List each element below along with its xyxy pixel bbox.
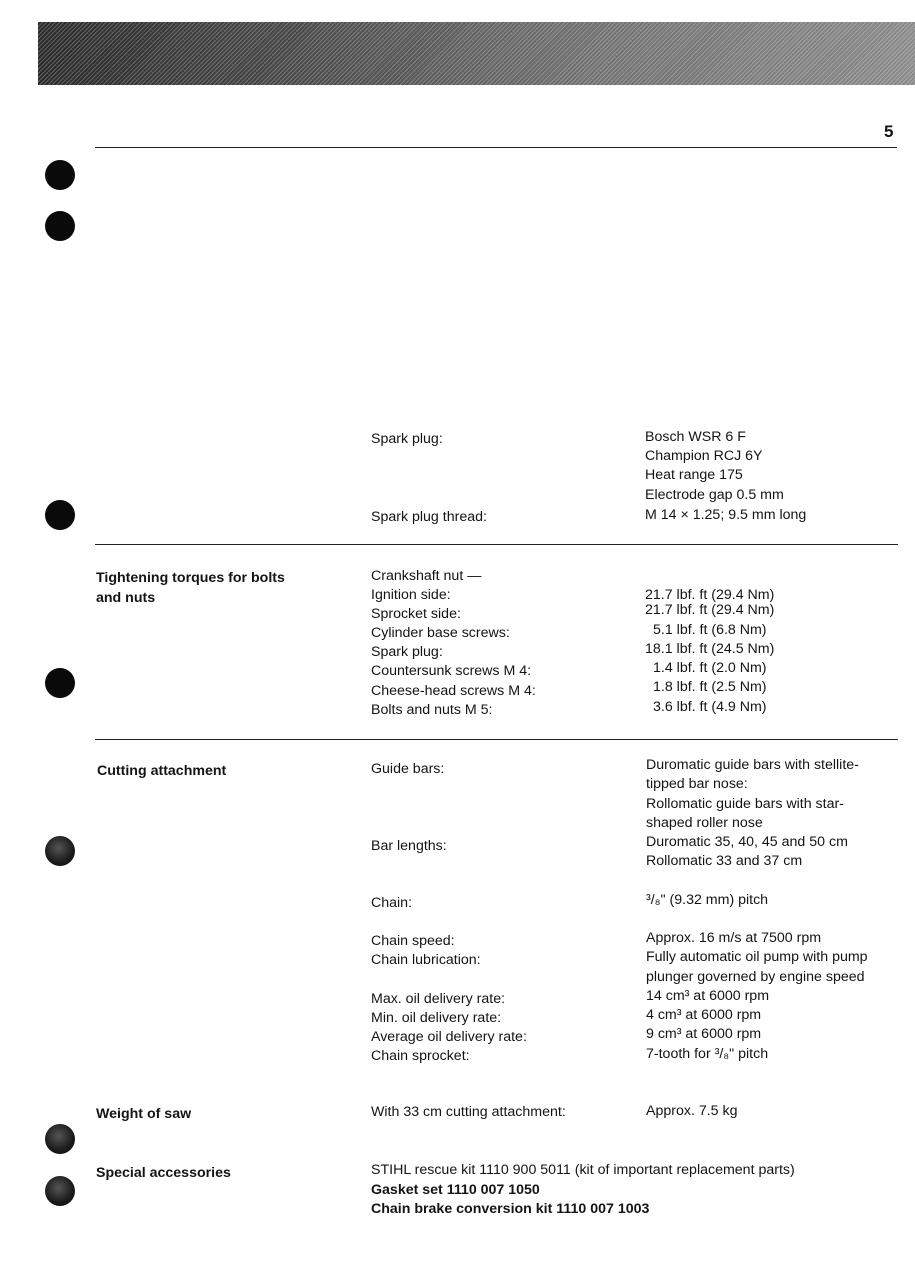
spark-plug-value: Bosch WSR 6 F [645, 429, 746, 445]
chain-speed-value: Approx. 16 m/s at 7500 rpm [646, 930, 822, 946]
accessories-heading: Special accessories [96, 1165, 231, 1181]
accessory-item: STIHL rescue kit 1110 900 5011 (kit of important replacement parts) [371, 1162, 795, 1178]
spark-plug-thread-label: Spark plug thread: [371, 509, 487, 525]
spark-plug-label: Spark plug: [371, 431, 443, 447]
torque-value: 1.4 lbf. ft (2.0 Nm) [653, 660, 767, 676]
punch-hole [45, 1124, 75, 1154]
torque-item-label: Crankshaft nut — [371, 568, 482, 584]
torque-value: 3.6 lbf. ft (4.9 Nm) [653, 699, 767, 715]
max-oil-label: Max. oil delivery rate: [371, 991, 506, 1007]
punch-hole [45, 160, 75, 190]
cutting-heading: Cutting attachment [97, 763, 227, 779]
chain-lubrication-value: plunger governed by engine speed [646, 969, 865, 985]
accessory-item: Chain brake conversion kit 1110 007 1003 [371, 1201, 650, 1217]
spark-plug-thread-value: M 14 × 1.25; 9.5 mm long [645, 507, 807, 523]
average-oil-label: Average oil delivery rate: [371, 1029, 527, 1045]
torque-item-label: Sprocket side: [371, 606, 461, 622]
weight-label: With 33 cm cutting attachment: [371, 1104, 566, 1120]
torque-value: 21.7 lbf. ft (29.4 Nm) [645, 602, 775, 618]
spark-plug-value: Heat range 175 [645, 467, 743, 483]
guide-bars-value: shaped roller nose [646, 815, 763, 831]
punch-hole [45, 836, 75, 866]
section-rule [95, 739, 898, 740]
page-number: 5 [884, 122, 894, 141]
weight-value: Approx. 7.5 kg [646, 1103, 738, 1119]
chain-value: ³/₈" (9.32 mm) pitch [646, 892, 769, 908]
header-band [38, 22, 915, 85]
max-oil-value: 14 cm³ at 6000 rpm [646, 988, 770, 1004]
torque-item-label: Cylinder base screws: [371, 625, 510, 641]
min-oil-label: Min. oil delivery rate: [371, 1010, 502, 1026]
average-oil-value: 9 cm³ at 6000 rpm [646, 1026, 762, 1042]
chain-speed-label: Chain speed: [371, 933, 455, 949]
bar-lengths-label: Bar lengths: [371, 838, 447, 854]
punch-hole [45, 1176, 75, 1206]
torques-heading: and nuts [96, 590, 156, 606]
min-oil-value: 4 cm³ at 6000 rpm [646, 1007, 762, 1023]
torque-item-label: Ignition side: [371, 587, 451, 603]
chain-sprocket-label: Chain sprocket: [371, 1048, 470, 1064]
bar-lengths-value: Duromatic 35, 40, 45 and 50 cm [646, 834, 848, 850]
weight-heading: Weight of saw [96, 1106, 192, 1122]
torque-item-label: Countersunk screws M 4: [371, 663, 532, 679]
torque-value: 1.8 lbf. ft (2.5 Nm) [653, 679, 767, 695]
torque-item-label: Cheese-head screws M 4: [371, 683, 536, 699]
punch-hole [45, 211, 75, 241]
torque-item-label: Spark plug: [371, 644, 443, 660]
guide-bars-value: tipped bar nose: [646, 776, 748, 792]
chain-sprocket-value: 7-tooth for ³/₈" pitch [646, 1046, 769, 1062]
punch-hole [45, 500, 75, 530]
section-rule [95, 544, 898, 545]
bar-lengths-value: Rollomatic 33 and 37 cm [646, 853, 803, 869]
spark-plug-value: Champion RCJ 6Y [645, 448, 763, 464]
chain-label: Chain: [371, 895, 413, 911]
punch-hole [45, 668, 75, 698]
top-rule [95, 147, 897, 148]
chain-lubrication-label: Chain lubrication: [371, 952, 481, 968]
spark-plug-value: Electrode gap 0.5 mm [645, 487, 784, 503]
guide-bars-label: Guide bars: [371, 761, 445, 777]
torque-value: 18.1 lbf. ft (24.5 Nm) [645, 641, 775, 657]
guide-bars-value: Rollomatic guide bars with star- [646, 796, 844, 812]
torque-value: 5.1 lbf. ft (6.8 Nm) [653, 622, 767, 638]
torques-heading: Tightening torques for bolts [96, 570, 285, 586]
guide-bars-value: Duromatic guide bars with stellite- [646, 757, 859, 773]
torque-item-label: Bolts and nuts M 5: [371, 702, 493, 718]
torque-value: 21.7 lbf. ft (29.4 Nm) [645, 587, 775, 603]
chain-lubrication-value: Fully automatic oil pump with pump [646, 949, 868, 965]
accessory-item: Gasket set 1110 007 1050 [371, 1182, 540, 1198]
